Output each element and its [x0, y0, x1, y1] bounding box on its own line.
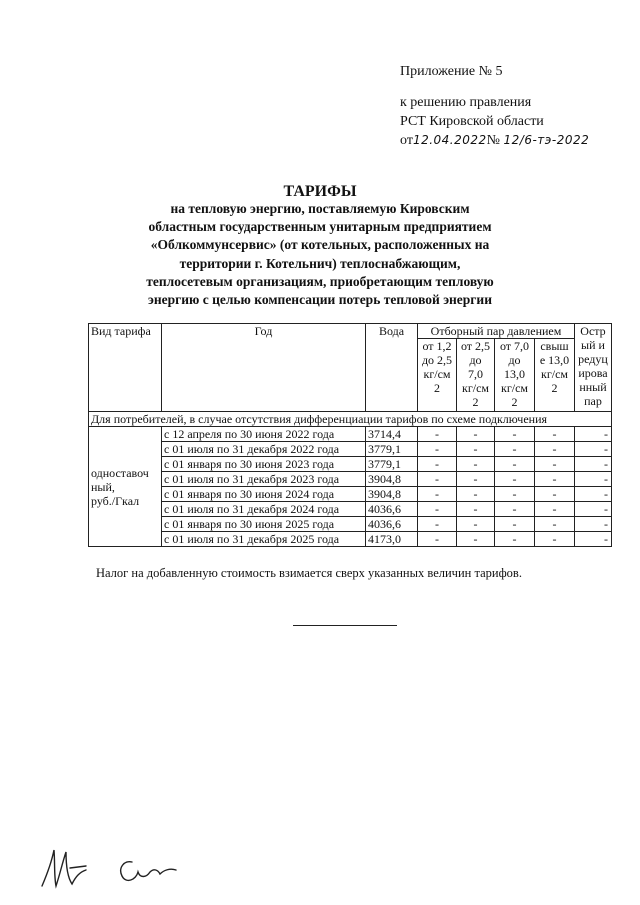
handwritten-date: 12.04.2022	[412, 133, 487, 147]
header-line: от 2,5	[460, 339, 491, 353]
header-steam-group: Отборный пар давлением	[418, 324, 575, 339]
period-cell: с 01 июля по 31 декабря 2023 года	[162, 472, 366, 487]
header-line: пар	[584, 394, 602, 408]
steam-cell: -	[495, 517, 535, 532]
steam-cell: -	[457, 502, 495, 517]
water-cell: 4173,0	[366, 532, 418, 547]
table-row	[89, 502, 612, 517]
subtitle-line: теплосетевым организациям, приобретающим тепловую	[146, 273, 494, 289]
tariff-label-line: ный,	[91, 479, 115, 494]
decision-date-number	[400, 131, 589, 150]
decision-line-1: к решению правления	[400, 95, 532, 110]
table-row	[89, 517, 612, 532]
table-row	[89, 427, 612, 442]
steam-cell: -	[457, 442, 495, 457]
table-row	[89, 487, 612, 502]
period-cell: с 01 января по 30 июня 2024 года	[162, 487, 366, 502]
header-line: нный	[579, 380, 607, 394]
header-line: ый и	[581, 338, 605, 352]
header-sharp-steam	[575, 324, 612, 412]
tariff-label-line: руб./Гкал	[91, 493, 140, 508]
header-line: кг/см	[423, 367, 451, 381]
steam-cell: -	[457, 457, 495, 472]
steam-cell: -	[535, 502, 575, 517]
header-line: 2	[472, 395, 479, 409]
tariff-label-line: одноставоч	[91, 465, 149, 480]
header-year: Год	[162, 324, 366, 412]
header-line: е 13,0	[539, 353, 570, 367]
steam-cell: -	[457, 487, 495, 502]
table-row	[89, 472, 612, 487]
number-label: №	[486, 133, 501, 148]
steam-cell: -	[535, 472, 575, 487]
header-steam-3	[495, 339, 535, 412]
header-line: 13,0	[504, 367, 525, 381]
steam-cell: -	[457, 427, 495, 442]
header-steam-2	[457, 339, 495, 412]
period-cell: с 01 июля по 31 декабря 2022 года	[162, 442, 366, 457]
subtitle-line: территории г. Котельнич) теплоснабжающим,	[179, 255, 461, 271]
from-label: от	[400, 133, 413, 148]
steam-cell: -	[457, 472, 495, 487]
steam-cell: -	[457, 532, 495, 547]
header-line: кг/см	[500, 381, 528, 395]
steam-cell: -	[575, 457, 612, 472]
appendix-label: Приложение № 5	[400, 64, 503, 79]
steam-cell: -	[418, 442, 457, 457]
header-line: ирова	[578, 366, 608, 380]
water-cell: 4036,6	[366, 502, 418, 517]
steam-cell: -	[457, 517, 495, 532]
steam-cell: -	[495, 457, 535, 472]
steam-cell: -	[495, 532, 535, 547]
steam-cell: -	[575, 517, 612, 532]
tariff-label-cell	[89, 427, 162, 547]
steam-cell: -	[575, 502, 612, 517]
steam-cell: -	[418, 472, 457, 487]
steam-cell: -	[495, 502, 535, 517]
steam-cell: -	[418, 502, 457, 517]
period-cell: с 01 июля по 31 декабря 2024 года	[162, 502, 366, 517]
header-line: до	[508, 353, 521, 367]
header-steam-4	[535, 339, 575, 412]
subtitle-line: энергию с целью компенсации потерь тепловой энергии	[148, 292, 492, 308]
period-cell: с 01 июля по 31 декабря 2025 года	[162, 532, 366, 547]
water-cell: 3779,1	[366, 457, 418, 472]
header-line: свыш	[540, 339, 569, 353]
steam-cell: -	[535, 427, 575, 442]
subtitle-line: «Облкоммунсервис» (от котельных, расположенных на	[150, 237, 490, 253]
steam-cell: -	[575, 487, 612, 502]
water-cell: 3714,4	[366, 427, 418, 442]
table-row	[89, 442, 612, 457]
steam-cell: -	[495, 442, 535, 457]
section-row: Для потребителей, в случае отсутствия дифференциации тарифов по схеме подключения	[89, 412, 612, 427]
header-line: до	[469, 353, 482, 367]
table-row	[89, 532, 612, 547]
header-line: от 1,2	[422, 339, 452, 353]
document-title: ТАРИФЫ	[283, 183, 357, 200]
tariff-table	[88, 323, 612, 547]
water-cell: 3904,8	[366, 487, 418, 502]
steam-cell: -	[495, 472, 535, 487]
steam-cell: -	[575, 532, 612, 547]
document-subtitle	[120, 200, 520, 309]
steam-cell: -	[418, 457, 457, 472]
handwritten-number: 12/6-тэ-2022	[503, 133, 590, 147]
header-line: до 2,5	[421, 353, 453, 367]
steam-cell: -	[535, 487, 575, 502]
steam-cell: -	[535, 442, 575, 457]
water-cell: 3904,8	[366, 472, 418, 487]
header-line: 2	[551, 381, 558, 395]
steam-cell: -	[495, 487, 535, 502]
water-cell: 3779,1	[366, 442, 418, 457]
header-line: редуц	[578, 352, 608, 366]
steam-cell: -	[418, 487, 457, 502]
header-line: Остр	[580, 324, 606, 338]
period-cell: с 01 января по 30 июня 2025 года	[162, 517, 366, 532]
vat-note: Налог на добавленную стоимость взимается сверх указанных величин тарифов.	[96, 566, 522, 580]
steam-cell: -	[418, 427, 457, 442]
header-tariff-type: Вид тарифа	[89, 324, 162, 412]
header-line: 2	[511, 395, 518, 409]
header-line: кг/см	[461, 381, 489, 395]
divider-line	[293, 625, 397, 626]
header-water: Вода	[366, 324, 418, 412]
steam-cell: -	[575, 442, 612, 457]
handwritten-initials	[40, 842, 190, 892]
header-line: 7,0	[468, 367, 483, 381]
steam-cell: -	[418, 517, 457, 532]
steam-cell: -	[535, 517, 575, 532]
steam-cell: -	[575, 472, 612, 487]
water-cell: 4036,6	[366, 517, 418, 532]
header-line: кг/см	[540, 367, 568, 381]
header-line: 2	[434, 381, 440, 395]
header-line: от 7,0	[499, 339, 530, 353]
steam-cell: -	[535, 532, 575, 547]
header-steam-1	[418, 339, 457, 412]
steam-cell: -	[575, 427, 612, 442]
decision-line-2: РСТ Кировской области	[400, 114, 544, 129]
subtitle-line: на тепловую энергию, поставляемую Кировским	[170, 201, 470, 216]
steam-cell: -	[495, 427, 535, 442]
steam-cell: -	[418, 532, 457, 547]
period-cell: с 01 января по 30 июня 2023 года	[162, 457, 366, 472]
subtitle-line: областным государственным унитарным предприятием	[148, 219, 492, 235]
table-row	[89, 457, 612, 472]
steam-cell: -	[535, 457, 575, 472]
period-cell: с 12 апреля по 30 июня 2022 года	[162, 427, 366, 442]
